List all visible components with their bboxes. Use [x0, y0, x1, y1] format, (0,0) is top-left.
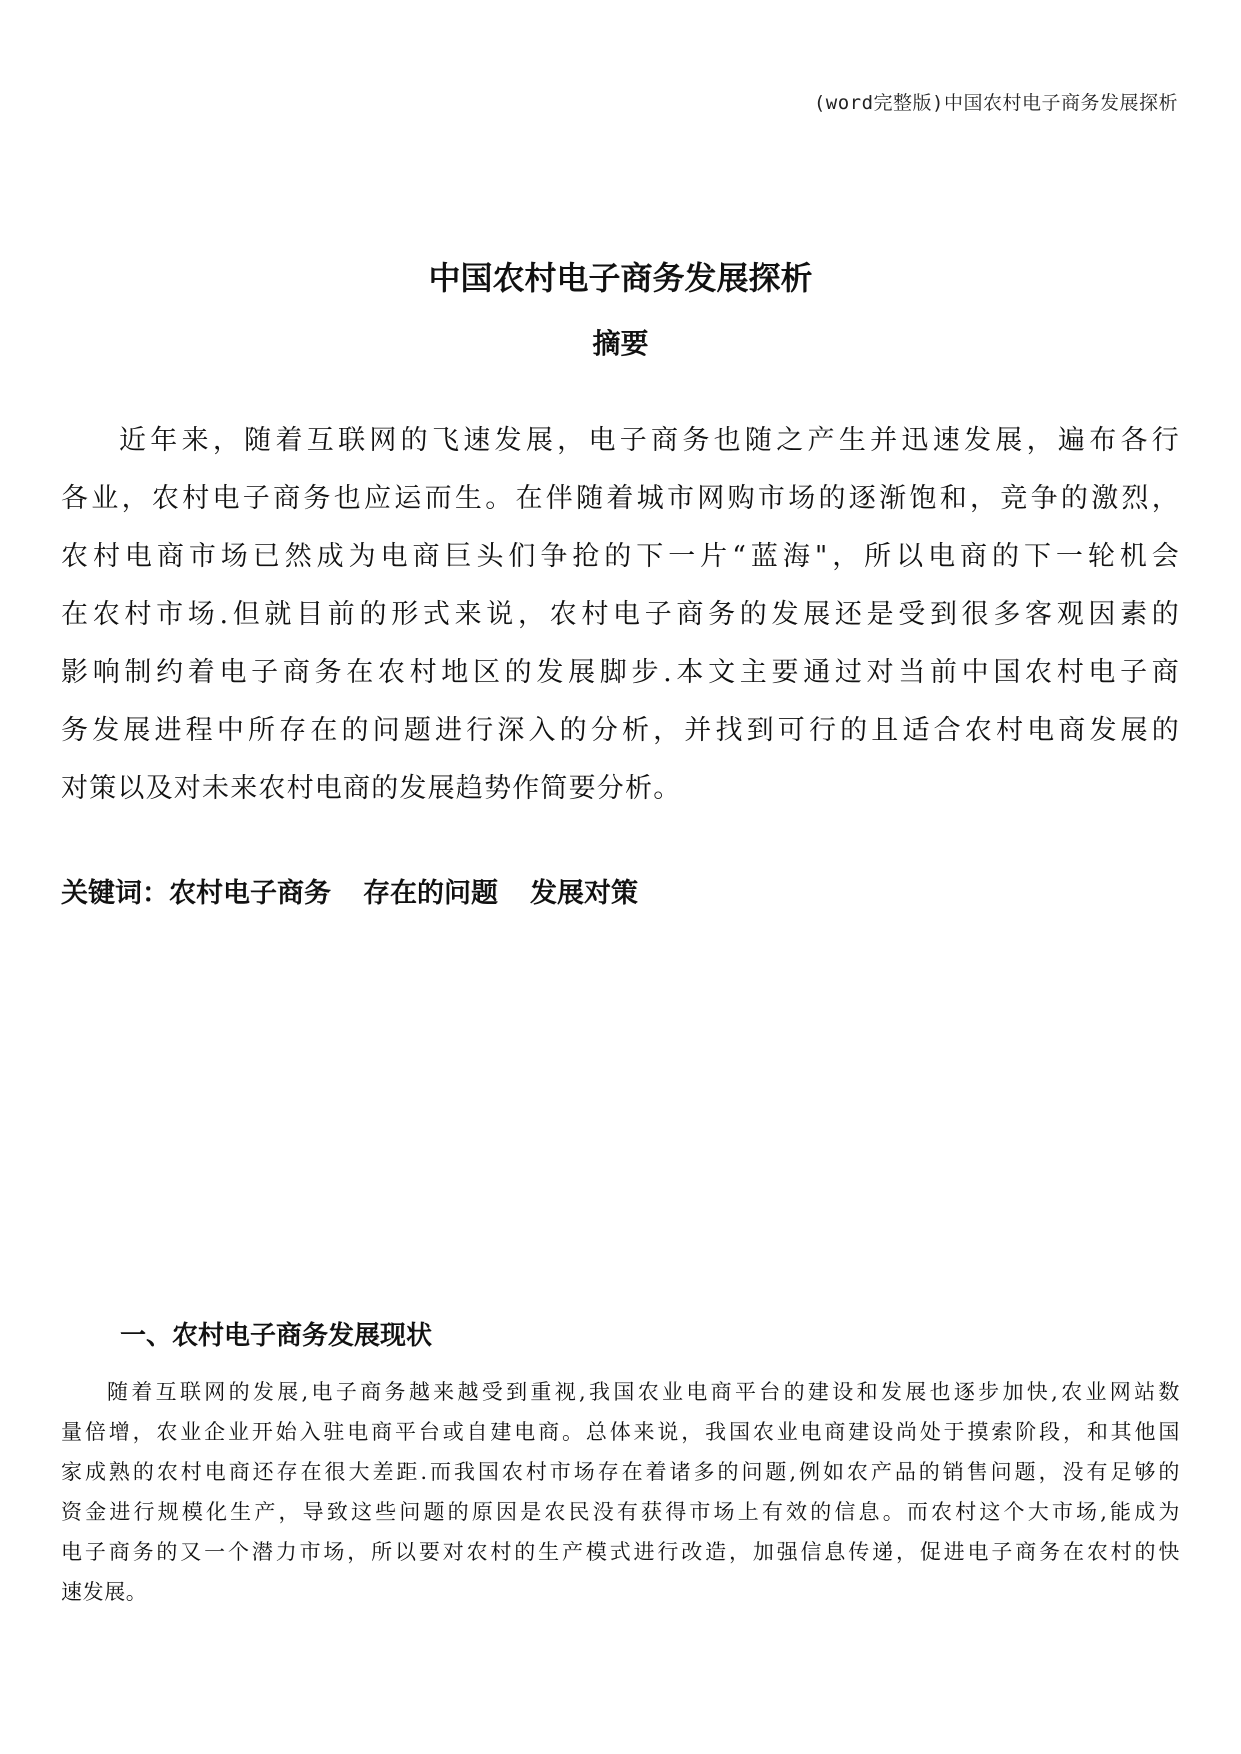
running-header: (word完整版)中国农村电子商务发展探析: [813, 92, 1178, 114]
section-line: 量倍增，农业企业开始入驻电商平台或自建电商。总体来说，我国农业电商建设尚处于摸索阶段，和其他国: [61, 1420, 1180, 1444]
abstract-heading: 摘要: [592, 327, 649, 360]
keywords-label: 关键词：: [61, 878, 169, 909]
section-line: 速发展。: [61, 1580, 148, 1604]
section-line: 电子商务的又一个潜力市场，所以要对农村的生产模式进行改造，加强信息传递，促进电子商务在农村的快: [61, 1540, 1180, 1564]
abstract-line: 各业，农村电子商务也应运而生。在伴随着城市网购市场的逐渐饱和，竞争的激烈，: [61, 483, 1180, 514]
keyword: 农村电子商务: [169, 878, 331, 909]
abstract-line: 影响制约着电子商务在农村地区的发展脚步.本文主要通过对当前中国农村电子商: [61, 657, 1180, 688]
abstract-line: 对策以及对未来农村电商的发展趋势作简要分析。: [61, 773, 682, 804]
section-paragraph: [61, 1372, 1180, 1612]
document-title: 中国农村电子商务发展探析: [428, 259, 813, 297]
keywords-line: [61, 876, 638, 912]
section-line: 随着互联网的发展,电子商务越来越受到重视,我国农业电商平台的建设和发展也逐步加快,农业网站数: [107, 1380, 1180, 1404]
section-line: 家成熟的农村电商还存在很大差距.而我国农村市场存在着诸多的问题,例如农产品的销售问题，没有足够的: [61, 1460, 1180, 1484]
abstract-line: 务发展进程中所存在的问题进行深入的分析，并找到可行的且适合农村电商发展的: [61, 715, 1180, 746]
keyword: 发展对策: [530, 878, 638, 909]
abstract-line: 农村电商市场已然成为电商巨头们争抢的下一片“蓝海"，所以电商的下一轮机会: [61, 541, 1180, 572]
section-line: 资金进行规模化生产，导致这些问题的原因是农民没有获得市场上有效的信息。而农村这个大市场,能成为: [61, 1500, 1180, 1524]
abstract-line: 在农村市场.但就目前的形式来说，农村电子商务的发展还是受到很多客观因素的: [61, 599, 1180, 630]
keyword: 存在的问题: [363, 878, 498, 909]
abstract-line: 近年来，随着互联网的飞速发展，电子商务也随之产生并迅速发展，遍布各行: [119, 425, 1180, 456]
abstract-paragraph: [61, 412, 1180, 818]
section-heading: 一、农村电子商务发展现状: [120, 1321, 433, 1351]
